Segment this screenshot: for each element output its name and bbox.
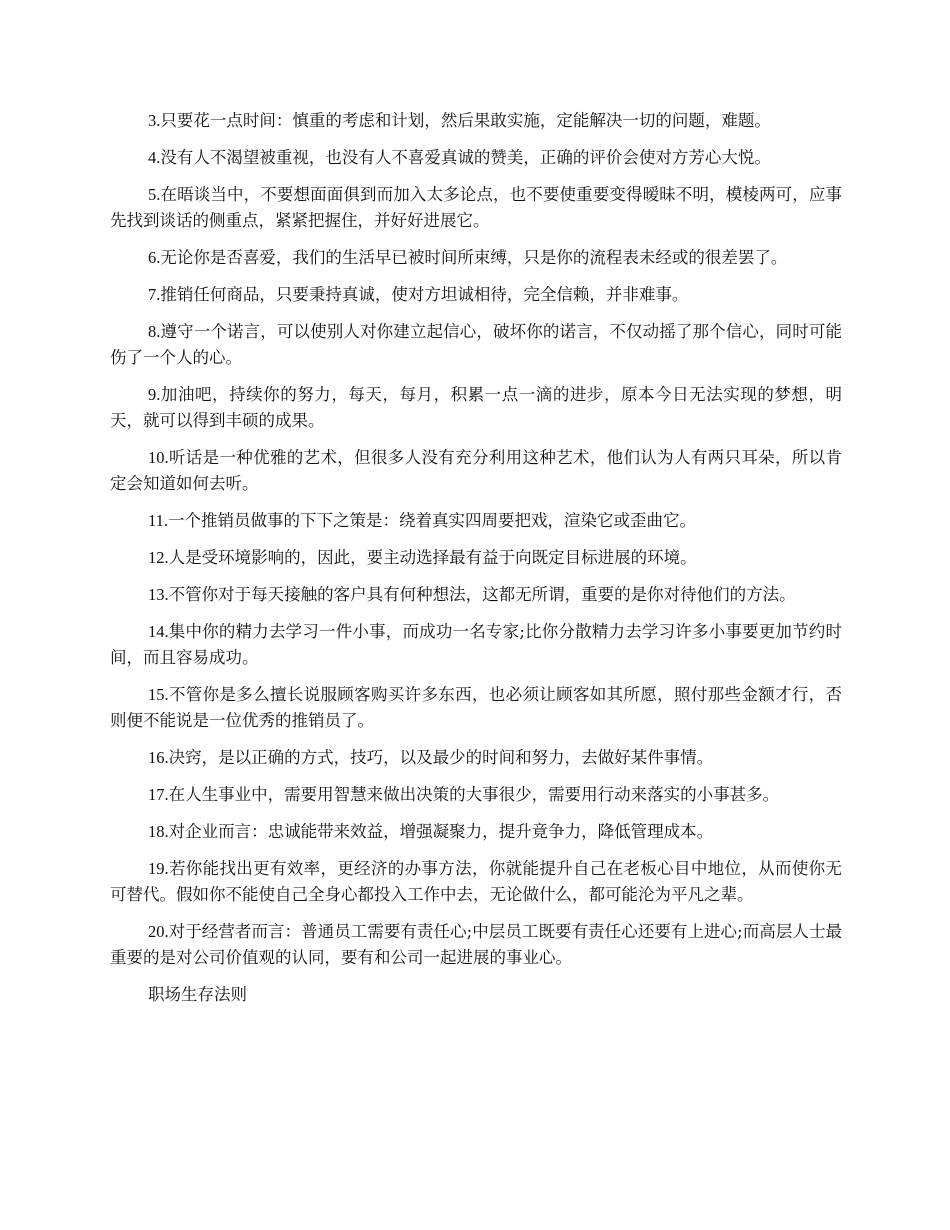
paragraph-15 [110, 682, 842, 734]
paragraph-text: 无论你是否喜爱，我们的生活早已被时间所束缚，只是你的流程表未经或的很差罢了。 [160, 248, 788, 267]
paragraph-3 [110, 108, 842, 134]
paragraph-8 [110, 319, 842, 371]
paragraph-text: 只要花一点时间：慎重的考虑和计划，然后果敢实施，定能解决一切的问题，难题。 [160, 111, 771, 130]
document-body [110, 108, 842, 1019]
paragraph-9 [110, 382, 842, 434]
paragraph-number: 15. [148, 685, 169, 704]
paragraph-text: 在晤谈当中，不要想面面俱到而加入太多论点，也不要使重要变得暧昧不明，模棱两可，应事先找到谈话的侧重点，紧紧把握住，并好好进展它。 [110, 185, 842, 230]
paragraph-text: 对于经营者而言：普通员工需要有责任心;中层员工既要有责任心还要有上进心;而高层人士最重要的是对公司价值观的认同，要有和公司一起进展的事业心。 [110, 922, 842, 967]
paragraph-text: 在人生事业中，需要用智慧来做出决策的大事很少，需要用行动来落实的小事甚多。 [168, 785, 780, 804]
paragraph-20 [110, 919, 842, 971]
paragraph-5 [110, 182, 842, 234]
paragraph-text: 人是受环境影响的，因此，要主动选择最有益于向既定目标进展的环境。 [168, 548, 697, 567]
paragraph-text: 不管你是多么擅长说服顾客购买许多东西，也必须让顾客如其所愿，照付那些金额才行，否则便不能说是一位优秀的推销员了。 [110, 685, 842, 730]
paragraph-18 [110, 819, 842, 845]
paragraph-text: 推销任何商品，只要秉持真诚，使对方坦诚相待，完全信赖，并非难事。 [160, 285, 689, 304]
paragraph-text: 遵守一个诺言，可以使别人对你建立起信心，破坏你的诺言，不仅动摇了那个信心，同时可能伤了一个人的心。 [110, 322, 842, 367]
paragraph-text: 决窍，是以正确的方式，技巧，以及最少的时间和努力，去做好某件事情。 [168, 748, 714, 767]
paragraph-text: 听话是一种优雅的艺术，但很多人没有充分利用这种艺术，他们认为人有两只耳朵，所以肯定会知道如何去听。 [110, 448, 842, 493]
paragraph-number: 19. [148, 859, 169, 878]
paragraph-14 [110, 619, 842, 671]
paragraph-number: 13. [148, 585, 169, 604]
paragraph-number: 16. [148, 748, 169, 767]
paragraph-number: 4. [148, 148, 161, 167]
paragraph-4 [110, 145, 842, 171]
paragraph-19 [110, 856, 842, 908]
paragraph-number: 14. [148, 622, 169, 641]
paragraph-number: 8. [148, 322, 161, 341]
paragraph-number: 3. [148, 111, 161, 130]
paragraph-number: 17. [148, 785, 169, 804]
paragraph-16 [110, 745, 842, 771]
paragraph-text: 集中你的精力去学习一件小事，而成功一名专家;比你分散精力去学习许多小事要更加节约时间，而且容易成功。 [110, 622, 842, 667]
paragraph-text: 若你能找出更有效率，更经济的办事方法，你就能提升自己在老板心目中地位，从而使你无可替代。假如你不能使自己全身心都投入工作中去，无论做什么，都可能沦为平凡之辈。 [110, 859, 842, 904]
paragraph-number: 7. [148, 285, 161, 304]
paragraph-13 [110, 582, 842, 608]
paragraph-7 [110, 282, 842, 308]
paragraph-text: 一个推销员做事的下下之策是：绕着真实四周要把戏，渲染它或歪曲它。 [168, 511, 697, 530]
paragraph-6 [110, 245, 842, 271]
paragraph-number: 9. [148, 385, 161, 404]
paragraph-number: 20. [148, 922, 169, 941]
paragraph-number: 10. [148, 448, 169, 467]
paragraph-number: 12. [148, 548, 169, 567]
closing-heading: 职场生存法则 [148, 985, 247, 1004]
paragraph-12 [110, 545, 842, 571]
paragraph-number: 5. [148, 185, 161, 204]
paragraph-17 [110, 782, 842, 808]
paragraph-number: 11. [148, 511, 169, 530]
paragraph-text: 加油吧，持续你的努力，每天，每月，积累一点一滴的进步，原本今日无法实现的梦想，明天，就可以得到丰硕的成果。 [110, 385, 842, 430]
paragraph-11 [110, 508, 842, 534]
paragraph-text: 对企业而言：忠诚能带来效益，增强凝聚力，提升竟争力，降低管理成本。 [168, 822, 714, 841]
paragraph-10 [110, 445, 842, 497]
paragraph-text: 没有人不渴望被重视，也没有人不喜爱真诚的赞美，正确的评价会使对方芳心大悦。 [160, 148, 771, 167]
paragraph-text: 不管你对于每天接触的客户具有何种想法，这都无所谓，重要的是你对待他们的方法。 [168, 585, 796, 604]
paragraph-number: 6. [148, 248, 161, 267]
paragraph-number: 18. [148, 822, 169, 841]
